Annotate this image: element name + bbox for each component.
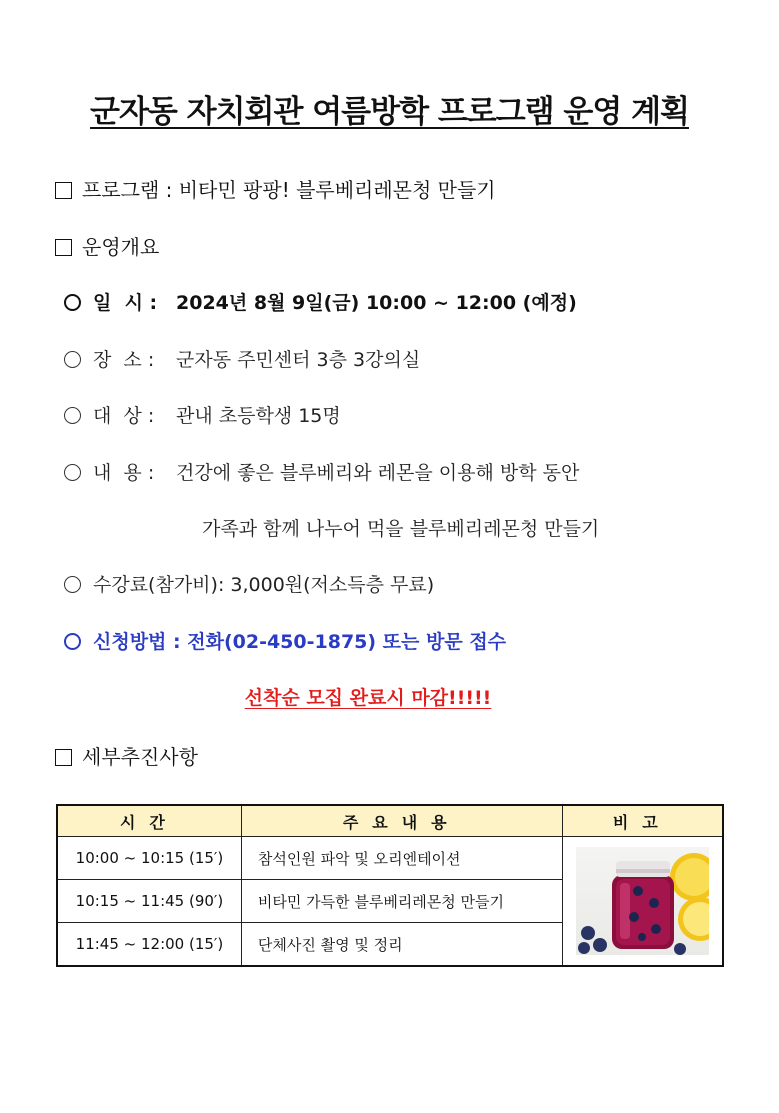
circle-bullet-icon [64,294,81,311]
target-value: 관내 초등학생 15명 [176,405,341,427]
place-label: 장 소 : [93,349,155,371]
header-time: 시간 [57,805,241,837]
circle-bullet-icon [64,464,81,481]
target-line [64,401,341,428]
details-heading-text: 세부추진사항 [82,745,198,769]
content-line [64,458,579,485]
jar-illustration [576,847,709,955]
circle-bullet-icon [64,351,81,368]
deadline-notice: 선착순 모집 완료시 마감!!!!! [244,687,492,709]
overview-heading [55,231,159,260]
row-content: 비타민 가득한 블루베리레몬청 만들기 [241,880,562,923]
overview-heading-text: 운영개요 [82,235,160,259]
fee-text: 수강료(참가비): 3,000원(저소득층 무료) [93,574,435,596]
place-line [64,345,420,372]
fee-line [64,570,434,597]
page-title: 군자동 자치회관 여름방학 프로그램 운영 계획 [90,94,689,130]
schedule-line [64,288,577,315]
row-time: 10:00 ~ 10:15 (15′) [57,837,241,880]
place-value: 군자동 주민센터 3층 3강의실 [176,349,421,371]
schedule-label: 일 시 : [93,292,158,314]
schedule-table [56,804,724,967]
table-header-row [57,805,723,837]
details-heading [55,741,198,770]
table-row [57,837,723,880]
header-note: 비고 [562,805,723,837]
program-text: 프로그램 : 비타민 팡팡! 블루베리레몬청 만들기 [82,178,496,202]
header-content: 주요내용 [241,805,562,837]
schedule-value: 2024년 8월 9일(금) 10:00 ~ 12:00 (예정) [176,292,577,314]
checkbox-square-icon [55,239,72,256]
content-line2: 가족과 함께 나누어 먹을 블루베리레몬청 만들기 [202,518,600,540]
target-label: 대 상 : [93,405,155,427]
content-label: 내 용 : [93,462,155,484]
row-content: 참석인원 파악 및 오리엔테이션 [241,837,562,880]
apply-line [64,627,506,654]
blueberry-lemon-jar-image [576,847,709,955]
circle-bullet-icon [64,633,81,650]
checkbox-square-icon [55,182,72,199]
circle-bullet-icon [64,576,81,593]
program-line [55,174,496,203]
row-content: 단체사진 촬영 및 정리 [241,923,562,967]
checkbox-square-icon [55,749,72,766]
note-cell [562,837,723,967]
circle-bullet-icon [64,407,81,424]
content-line1: 건강에 좋은 블루베리와 레몬을 이용해 방학 동안 [176,462,580,484]
row-time: 10:15 ~ 11:45 (90′) [57,880,241,923]
apply-text: 신청방법 : 전화(02-450-1875) 또는 방문 접수 [93,631,507,653]
row-time: 11:45 ~ 12:00 (15′) [57,923,241,967]
